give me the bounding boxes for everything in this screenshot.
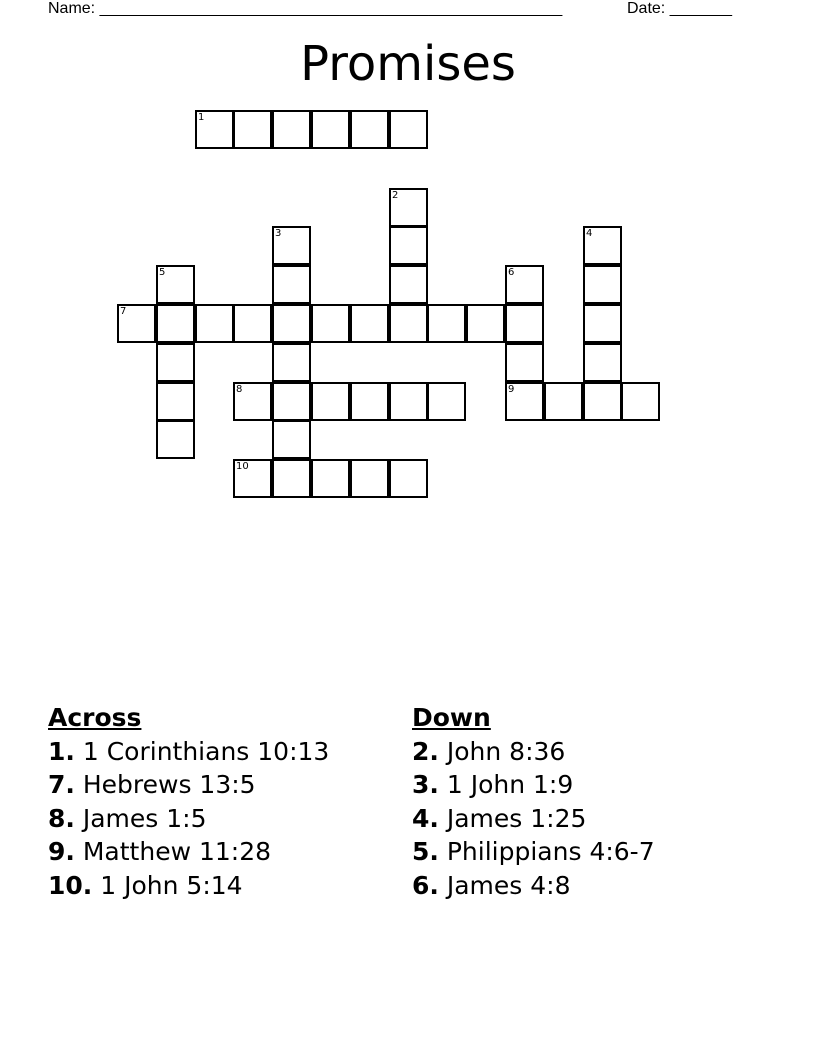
grid-cell[interactable] — [505, 265, 544, 304]
across-clue — [48, 768, 329, 802]
grid-cell[interactable] — [272, 110, 311, 149]
grid-cell[interactable] — [272, 343, 311, 382]
clue-text: Matthew 11:28 — [82, 837, 272, 867]
across-clue — [48, 869, 329, 903]
grid-cell[interactable] — [427, 304, 466, 343]
grid-cell[interactable] — [505, 382, 544, 421]
clue-number: 6. — [412, 870, 439, 900]
across-heading: Across — [48, 703, 142, 732]
clue-number: 2. — [412, 736, 439, 766]
grid-cell[interactable] — [583, 226, 622, 265]
grid-cell[interactable] — [466, 304, 505, 343]
clue-text: 1 John 5:14 — [100, 870, 243, 900]
grid-cell[interactable] — [195, 110, 234, 149]
date-field-line[interactable]: Date: _______ — [627, 0, 732, 17]
grid-cell[interactable] — [583, 343, 622, 382]
cell-number: 7 — [120, 306, 127, 317]
grid-cell[interactable] — [156, 382, 195, 421]
clue-text: James 4:8 — [446, 870, 571, 900]
clue-text: Philippians 4:6-7 — [446, 837, 655, 867]
grid-cell[interactable] — [272, 304, 311, 343]
grid-cell[interactable] — [389, 110, 428, 149]
down-clues — [412, 701, 655, 903]
grid-cell[interactable] — [156, 420, 195, 459]
down-clue — [412, 835, 655, 869]
clue-text: 1 John 1:9 — [446, 770, 574, 800]
grid-cell[interactable] — [350, 110, 389, 149]
grid-cell[interactable] — [311, 382, 350, 421]
name-field-line[interactable]: Name: ____________________________________________________ — [48, 0, 563, 17]
clue-number: 5. — [412, 837, 439, 867]
crossword-grid — [0, 0, 816, 520]
grid-cell[interactable] — [505, 343, 544, 382]
grid-cell[interactable] — [389, 265, 428, 304]
cell-number: 3 — [275, 228, 282, 239]
grid-cell[interactable] — [233, 304, 272, 343]
down-clue — [412, 735, 655, 769]
grid-cell[interactable] — [272, 459, 311, 498]
grid-cell[interactable] — [311, 304, 350, 343]
grid-cell[interactable] — [505, 304, 544, 343]
clue-text: Hebrews 13:5 — [82, 770, 256, 800]
grid-cell[interactable] — [117, 304, 156, 343]
grid-cell[interactable] — [583, 304, 622, 343]
grid-cell[interactable] — [156, 265, 195, 304]
grid-cell[interactable] — [583, 265, 622, 304]
clue-number: 9. — [48, 837, 75, 867]
down-clue — [412, 869, 655, 903]
puzzle-title: Promises — [300, 36, 516, 92]
cell-number: 1 — [198, 112, 205, 123]
grid-cell[interactable] — [389, 459, 428, 498]
grid-cell[interactable] — [272, 226, 311, 265]
clue-number: 7. — [48, 770, 75, 800]
across-clue — [48, 802, 329, 836]
clue-text: John 8:36 — [446, 736, 566, 766]
clue-number: 1. — [48, 736, 75, 766]
cell-number: 2 — [392, 190, 399, 201]
grid-cell[interactable] — [389, 188, 428, 227]
grid-cell[interactable] — [233, 110, 272, 149]
grid-cell[interactable] — [389, 382, 428, 421]
cell-number: 9 — [508, 384, 515, 395]
grid-cell[interactable] — [621, 382, 660, 421]
clue-number: 4. — [412, 803, 439, 833]
clue-text: 1 Corinthians 10:13 — [82, 736, 330, 766]
grid-cell[interactable] — [427, 382, 466, 421]
cell-number: 10 — [236, 461, 249, 472]
grid-cell[interactable] — [156, 304, 195, 343]
grid-cell[interactable] — [272, 420, 311, 459]
grid-cell[interactable] — [544, 382, 583, 421]
grid-cell[interactable] — [156, 343, 195, 382]
clue-text: James 1:25 — [446, 803, 587, 833]
across-clues — [48, 701, 329, 903]
cell-number: 6 — [508, 267, 515, 278]
down-heading: Down — [412, 703, 491, 732]
clue-number: 10. — [48, 870, 93, 900]
grid-cell[interactable] — [389, 304, 428, 343]
grid-cell[interactable] — [583, 382, 622, 421]
grid-cell[interactable] — [233, 382, 272, 421]
cell-number: 4 — [586, 228, 593, 239]
down-clue — [412, 768, 655, 802]
grid-cell[interactable] — [350, 382, 389, 421]
grid-cell[interactable] — [272, 265, 311, 304]
across-clue — [48, 835, 329, 869]
grid-cell[interactable] — [311, 110, 350, 149]
cell-number: 8 — [236, 384, 243, 395]
grid-cell[interactable] — [311, 459, 350, 498]
clue-number: 3. — [412, 770, 439, 800]
grid-cell[interactable] — [195, 304, 234, 343]
cell-number: 5 — [159, 267, 166, 278]
grid-cell[interactable] — [350, 304, 389, 343]
down-clue — [412, 802, 655, 836]
clue-number: 8. — [48, 803, 75, 833]
grid-cell[interactable] — [233, 459, 272, 498]
clue-text: James 1:5 — [82, 803, 207, 833]
grid-cell[interactable] — [272, 382, 311, 421]
grid-cell[interactable] — [389, 226, 428, 265]
across-clue — [48, 735, 329, 769]
grid-cell[interactable] — [350, 459, 389, 498]
